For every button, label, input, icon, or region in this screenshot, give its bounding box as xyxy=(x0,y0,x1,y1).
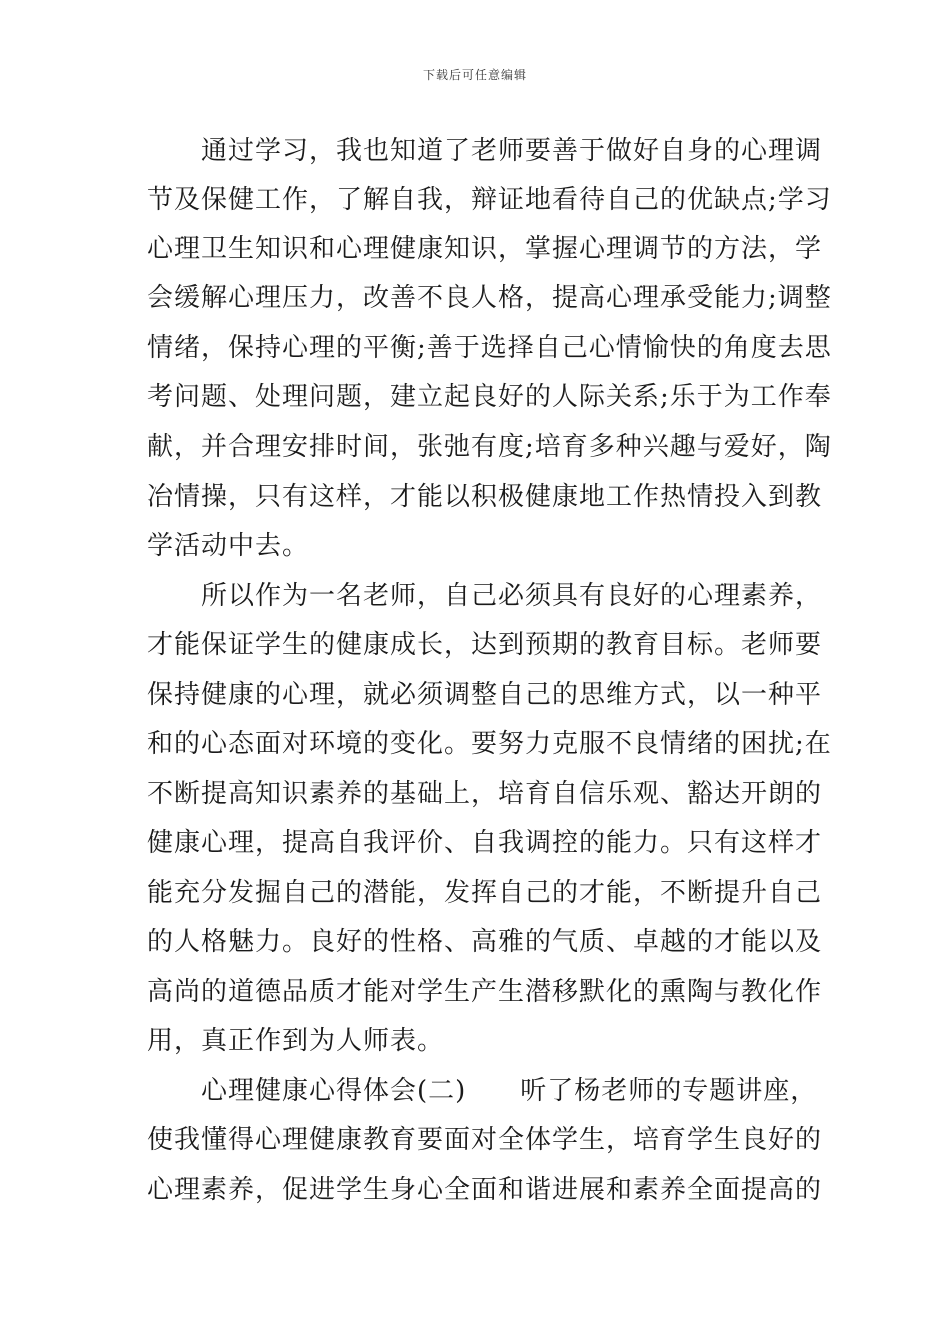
text-line: 会缓解心理压力，改善不良人格，提高心理承受能力;调整 xyxy=(147,283,832,313)
text-line: 能充分发掘自己的潜能，发挥自己的才能，不断提升自己 xyxy=(147,878,823,908)
text-line: 才能保证学生的健康成长，达到预期的教育目标。老师要 xyxy=(147,630,823,660)
text-line: 心理卫生知识和心理健康知识，掌握心理调节的方法，学 xyxy=(147,234,823,264)
text-line: 的人格魅力。良好的性格、高雅的气质、卓越的才能以及 xyxy=(147,927,823,957)
text-line: 通过学习，我也知道了老师要善于做好自身的心理调 xyxy=(147,136,823,166)
page-header: 下载后可任意编辑 xyxy=(422,68,527,82)
text-line: 学活动中去。 xyxy=(147,531,310,561)
text-line: 使我懂得心理健康教育要面对全体学生，培育学生良好的 xyxy=(147,1125,823,1155)
text-line: 心理素养，促进学生身心全面和谐进展和素养全面提高的 xyxy=(147,1175,823,1205)
text-line: 不断提高知识素养的基础上，培育自信乐观、豁达开朗的 xyxy=(147,779,823,809)
text-line: 用，真正作到为人师表。 xyxy=(147,1026,445,1056)
text-line: 考问题、处理问题，建立起良好的人际关系;乐于为工作奉 xyxy=(147,382,832,412)
text-line: 情绪，保持心理的平衡;善于选择自己心情愉快的角度去思 xyxy=(147,333,832,363)
text-line: 和的心态面对环境的变化。要努力克服不良情绪的困扰;在 xyxy=(147,729,832,759)
text-line: 心理健康心得体会(二) 听了杨老师的专题讲座， xyxy=(147,1076,818,1106)
text-line: 保持健康的心理，就必须调整自己的思维方式，以一种平 xyxy=(147,680,823,710)
text-line: 节及保健工作，了解自我，辩证地看待自己的优缺点;学习 xyxy=(147,185,832,215)
text-line: 所以作为一名老师，自己必须具有良好的心理素养， xyxy=(147,581,823,611)
text-line: 冶情操，只有这样，才能以积极健康地工作热情投入到教 xyxy=(147,482,823,512)
text-line: 献，并合理安排时间，张弛有度;培育多种兴趣与爱好，陶 xyxy=(147,432,832,462)
text-line: 高尚的道德品质才能对学生产生潜移默化的熏陶与教化作 xyxy=(147,977,823,1007)
text-line: 健康心理，提高自我评价、自我调控的能力。只有这样才 xyxy=(147,828,823,858)
